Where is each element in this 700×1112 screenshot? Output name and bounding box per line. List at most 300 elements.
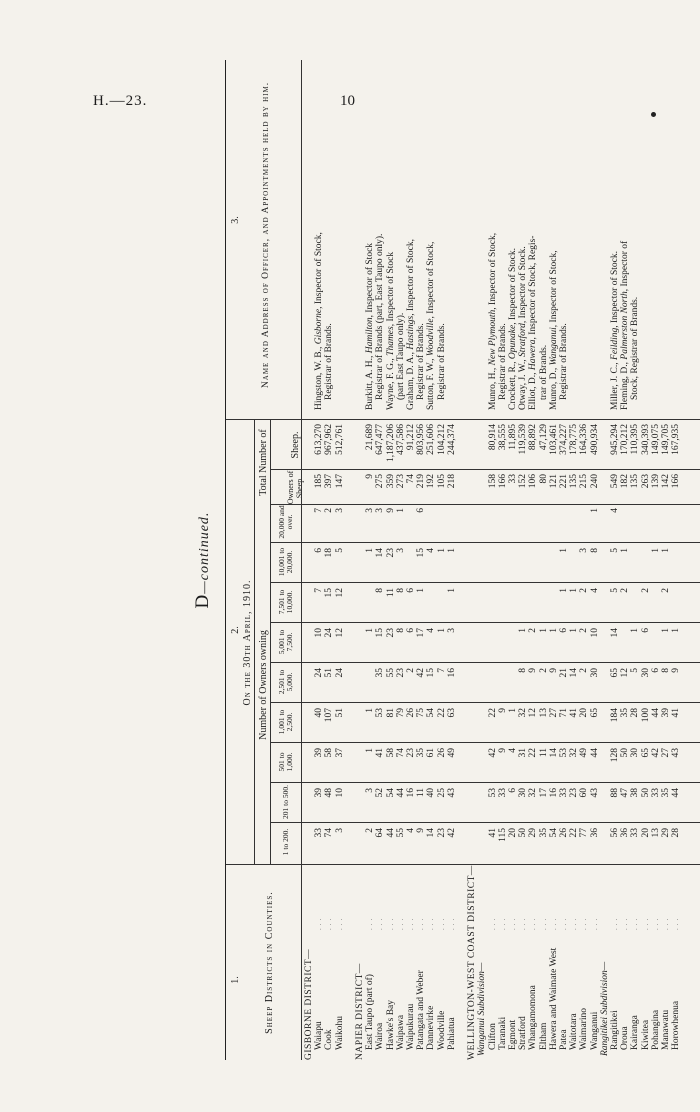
bucket-count: 23 [385, 548, 396, 558]
bucket-count: 8 [661, 668, 671, 673]
sheep-total: 244,374 [446, 424, 457, 455]
owners-total: 219 [416, 474, 427, 489]
bucket-count: 15 [375, 628, 386, 638]
bucket-count: 38 [630, 788, 641, 798]
owners-total: 33 [508, 474, 518, 484]
officer-place: Hastings [406, 315, 416, 350]
bucket-count: 6 [559, 628, 569, 633]
col3-number: 3. [230, 216, 241, 224]
sheep-total: 374,227 [559, 424, 569, 455]
bucket-count: 22 [569, 828, 580, 838]
bucket-count: 39 [661, 708, 671, 718]
county-name: Horowhenua [671, 1000, 682, 1050]
bucket-count: 29 [528, 828, 539, 838]
sheep-total: 945,294 [610, 424, 620, 455]
bucket-count: 44 [395, 788, 406, 798]
officer-line [406, 239, 416, 410]
officer-role: , Inspector of Stock [385, 251, 396, 327]
bucket-count: 4 [426, 548, 437, 553]
col2-title: On the 30th April, 1910. [242, 579, 253, 706]
leader-dots: ... [611, 915, 619, 930]
bucket-count: 7 [314, 588, 325, 593]
officer-role: , Inspector of Stock. [518, 246, 529, 324]
table-row [447, 60, 457, 1060]
sheep-total: 21,689 [365, 424, 376, 451]
bucket-count: 26 [559, 828, 569, 838]
bucket-count: 1 [365, 548, 376, 553]
leader-dots: ... [651, 915, 660, 930]
owners-total: 152 [518, 474, 529, 489]
county-name: Kairanga [630, 1015, 641, 1050]
bucket-count: 51 [334, 708, 345, 718]
bucket-count: 54 [385, 788, 396, 798]
officer-text: Registrar of Brands. [497, 323, 508, 400]
bucket-count: 3 [375, 508, 386, 513]
officer-line [426, 242, 436, 410]
bucket-count: 3 [365, 508, 376, 513]
sheep-header: Sheep. [290, 431, 301, 459]
sheep-total: 149,075 [650, 424, 661, 455]
bucket-count: 44 [671, 788, 682, 798]
table-row [610, 60, 620, 1060]
officer-role: , Inspector of Stock, [406, 239, 416, 316]
bucket-count: 14 [375, 548, 386, 558]
leader-dots: ... [376, 915, 385, 930]
bucket-count: 65 [610, 668, 620, 678]
bucket-count: 64 [375, 828, 386, 838]
table-row [528, 60, 538, 1060]
owners-total: 135 [569, 474, 580, 489]
officer-line [630, 297, 640, 400]
bucket-count: 3 [365, 788, 376, 793]
table-row [651, 60, 661, 1060]
county-name: Hawera and Waimate West [548, 947, 559, 1050]
bucket-count: 16 [446, 668, 457, 678]
bucket-count: 33 [497, 788, 508, 798]
bucket-count: 3 [334, 828, 345, 833]
bucket-count: 15 [416, 548, 427, 558]
county-name: Waikohu [334, 1015, 345, 1050]
bucket-count: 41 [375, 748, 386, 758]
bucket-count: 40 [314, 708, 325, 718]
bucket-count: 44 [589, 748, 600, 758]
table-row [324, 60, 334, 1060]
owners-total: 106 [528, 474, 539, 489]
bucket-count: 107 [324, 708, 335, 723]
county-name: Rangitikei [610, 1010, 620, 1050]
bucket-count: 60 [579, 788, 590, 798]
officer-role: , Inspector of Stock, [487, 232, 498, 310]
leader-dots: ... [631, 915, 640, 930]
page-number: 10 [340, 93, 355, 109]
district-name: WELLINGTON-WEST COAST DISTRICT— [467, 865, 478, 1060]
owners-total: 273 [395, 474, 406, 489]
county-name: Stratford [518, 1016, 529, 1050]
bucket-count: 8 [518, 668, 529, 673]
bucket-count: 11 [385, 588, 396, 598]
bucket-count: 3 [334, 508, 345, 513]
officer-text: Otway, J. W., [518, 357, 529, 410]
leader-dots: ... [498, 915, 507, 930]
bucket-count: 1 [650, 548, 661, 553]
bucket-count: 23 [385, 628, 396, 638]
bucket-count: 54 [548, 828, 559, 838]
table-row [559, 60, 569, 1060]
officer-place: Woodville [426, 318, 437, 357]
officer-role: , Inspector of Stock. [508, 247, 518, 325]
leader-dots: ... [386, 915, 395, 930]
bucket-count: 14 [569, 668, 580, 678]
owners-total: 74 [406, 474, 416, 484]
owners-total: 147 [334, 474, 345, 489]
officer-role: , Inspector of Stock, [314, 232, 325, 309]
bucket-count: 1 [671, 628, 682, 633]
bucket-count: 12 [334, 588, 345, 598]
officer-line [365, 243, 375, 410]
bucket-count: 16 [548, 788, 559, 798]
bucket-count: 31 [518, 748, 529, 758]
rule [254, 420, 255, 865]
leader-dots: ... [529, 915, 538, 930]
table-row [396, 60, 406, 1060]
district-name: NAPIER DISTRICT— [355, 963, 365, 1060]
table-row [620, 60, 630, 1060]
officer-text: Munro, D., [548, 365, 559, 410]
bucket-count: 4 [589, 588, 600, 593]
bucket-count: 1 [548, 628, 559, 633]
bucket-count: 1 [365, 708, 376, 713]
county-name: Pohangina [650, 1009, 661, 1050]
bucket-count: 2 [661, 588, 671, 593]
leader-dots: ... [549, 915, 558, 930]
bucket-count: 49 [579, 748, 590, 758]
bucket-count: 32 [528, 788, 539, 798]
rotated-table [185, 60, 700, 1060]
officer-text: trar of Brands. [538, 344, 549, 400]
bucket-count: 42 [446, 828, 457, 838]
bucket-count: 51 [324, 668, 335, 678]
leader-dots: ... [570, 915, 579, 930]
officer-text: Fleming, D., [620, 359, 631, 410]
sheep-total: 47,129 [538, 424, 549, 451]
bucket-count: 1 [661, 548, 671, 553]
officer-text: Wayne, F. G., [385, 355, 396, 410]
sheep-total: 164,336 [579, 424, 590, 455]
bucket-count: 25 [436, 788, 447, 798]
bucket-count: 42 [650, 748, 661, 758]
table-row [569, 60, 579, 1060]
bucket-count: 39 [314, 748, 325, 758]
sheep-total: 119,539 [518, 424, 529, 455]
sheep-total: 512,761 [334, 424, 345, 455]
officer-place: Thames [385, 326, 396, 356]
bucket-count: 71 [559, 708, 569, 718]
owners-total: 158 [487, 474, 498, 489]
county-name: Egmont [508, 1019, 518, 1050]
bucket-count: 3 [395, 548, 406, 553]
leader-dots: ... [315, 915, 324, 930]
officer-text: (part East Taupo only). [395, 312, 406, 400]
county-name: Whangamomona [528, 985, 539, 1050]
county-name: Dannevirke [426, 1005, 437, 1050]
bucket-count: 2 [579, 628, 590, 633]
officer-text: Miller, J. C., [610, 359, 620, 410]
county-name: Waitotara [569, 1013, 580, 1050]
col2-number: 2. [230, 626, 241, 634]
bucket-count: 12 [334, 628, 345, 638]
officer-role: , Inspector of [620, 240, 631, 292]
owners-total: 397 [324, 474, 335, 489]
owners-total: 139 [650, 474, 661, 489]
officer-line [324, 323, 334, 400]
bucket-count: 2 [620, 588, 631, 593]
bucket-count: 2 [579, 668, 590, 673]
officer-text: Graham, D. A., [406, 349, 416, 410]
bucket-header: 20,000 and over. [277, 505, 294, 539]
bucket-count: 16 [406, 788, 416, 798]
bucket-header: 201 to 500. [281, 785, 290, 819]
owners-total: 185 [314, 474, 325, 489]
officer-place: Feilding [610, 327, 620, 360]
bucket-count: 17 [416, 628, 427, 638]
officer-line [559, 323, 569, 400]
bucket-count: 8 [395, 588, 406, 593]
officer-line [498, 323, 508, 400]
bucket-count: 6 [416, 508, 427, 513]
officer-line [375, 234, 385, 400]
officer-role: , Inspector of Stock, Regis- [528, 235, 539, 340]
bucket-count: 36 [620, 828, 631, 838]
table-row [549, 60, 559, 1060]
bucket-count: 5 [610, 588, 620, 593]
bucket-count: 26 [436, 748, 447, 758]
officer-text: Registrar of Brands (part, East Taupo only). [375, 233, 386, 400]
bucket-header: 10,001 to 20,000. [277, 547, 294, 577]
owners-total: 182 [620, 474, 631, 489]
county-name: East Taupo (part of) [365, 974, 376, 1050]
officer-place: Palmerston North [620, 291, 631, 360]
officer-role: , Inspector of Stock, [426, 241, 437, 319]
bucket-count: 24 [334, 668, 345, 678]
district-name: Rangitikei Subdivision— [599, 961, 610, 1056]
bucket-count: 1 [569, 588, 580, 593]
table-row [386, 60, 396, 1060]
bucket-count: 29 [661, 828, 671, 838]
col3-title: Name and Address of Officer, and Appointments held by him. [261, 81, 271, 389]
leader-dots: ... [590, 915, 599, 930]
bucket-count: 11 [416, 788, 427, 798]
bucket-count: 128 [610, 748, 620, 763]
caption-rest: —continued. [197, 511, 212, 594]
col1-title: Sheep Districts in Counties. [264, 891, 275, 1034]
bucket-count: 1 [508, 708, 518, 713]
officer-line [539, 345, 549, 400]
bucket-count: 9 [497, 748, 508, 753]
bucket-count: 50 [518, 828, 529, 838]
bucket-count: 3 [579, 548, 590, 553]
sheep-total: 11,895 [508, 424, 518, 450]
bucket-count: 184 [610, 708, 620, 723]
leader-dots: ... [519, 915, 528, 930]
col1-number: 1. [230, 976, 241, 984]
officer-place: New Plymouth [487, 309, 498, 366]
bucket-count: 36 [589, 828, 600, 838]
table-row [488, 60, 498, 1060]
bucket-count: 5 [334, 548, 345, 553]
county-name: Wairoa [375, 1022, 386, 1050]
bucket-count: 74 [324, 828, 335, 838]
bucket-count: 41 [569, 708, 580, 718]
bucket-count: 50 [620, 748, 631, 758]
table-row [437, 60, 447, 1060]
bucket-count: 10 [334, 788, 345, 798]
bucket-count: 9 [548, 668, 559, 673]
bucket-count: 14 [610, 628, 620, 638]
bucket-count: 8 [375, 588, 386, 593]
officer-text: Registrar of Brands. [416, 323, 427, 400]
table-row [416, 60, 426, 1060]
bucket-count: 44 [650, 708, 661, 718]
officer-line [549, 250, 559, 410]
bucket-count: 8 [395, 628, 406, 633]
county-name: Clifton [487, 1023, 498, 1050]
bucket-count: 35 [620, 708, 631, 718]
bucket-count: 12 [620, 668, 631, 678]
sheep-total: 490,934 [589, 424, 600, 455]
page-code: H.—23. [93, 93, 148, 109]
bucket-count: 30 [518, 788, 529, 798]
bucket-count: 7 [436, 668, 447, 673]
bucket-count: 53 [487, 788, 498, 798]
bucket-count: 27 [548, 708, 559, 718]
bucket-count: 23 [436, 828, 447, 838]
officer-place: Gisborne [314, 308, 325, 345]
bucket-count: 79 [395, 708, 406, 718]
officer-text: Stock, Registrar of Brands. [630, 296, 641, 400]
bucket-count: 10 [314, 628, 325, 638]
table-row [590, 60, 600, 1060]
officer-text: Hingston, W. B., [314, 344, 325, 410]
sheep-total: 251,606 [426, 424, 437, 455]
bucket-count: 75 [416, 708, 427, 718]
leader-dots: ... [580, 915, 589, 930]
bucket-count: 21 [559, 668, 569, 678]
bucket-count: 18 [324, 548, 335, 558]
bucket-count: 22 [528, 748, 539, 758]
bucket-count: 56 [610, 828, 620, 838]
sheep-total: 803,956 [416, 424, 427, 455]
bucket-count: 1 [365, 748, 376, 753]
district-name: Wanganui Subdivision— [477, 962, 488, 1056]
leader-dots: ... [488, 915, 497, 930]
bucket-count: 23 [406, 748, 416, 758]
officer-place: Hamilton [365, 317, 376, 354]
bucket-header: 501 to 1,000. [277, 752, 294, 772]
owners-total: 135 [630, 474, 641, 489]
bucket-count: 33 [630, 828, 641, 838]
bucket-count: 2 [324, 508, 335, 513]
bucket-count: 1 [620, 548, 631, 553]
bucket-count: 33 [559, 788, 569, 798]
bucket-count: 77 [579, 828, 590, 838]
bucket-count: 54 [426, 708, 437, 718]
bucket-count: 8 [589, 548, 600, 553]
bucket-count: 5 [610, 548, 620, 553]
bucket-count: 1 [365, 628, 376, 633]
bucket-count: 1 [436, 548, 447, 553]
leader-dots: ... [407, 915, 415, 930]
table-row [671, 60, 681, 1060]
bucket-count: 13 [650, 828, 661, 838]
sheep-total: 88,892 [528, 424, 539, 451]
rule [270, 420, 271, 865]
sheep-total: 170,212 [620, 424, 631, 455]
leader-dots: ... [427, 915, 436, 930]
bucket-count: 2 [640, 588, 651, 593]
bucket-count: 6 [640, 628, 651, 633]
bucket-count: 44 [385, 828, 396, 838]
officer-line [396, 313, 406, 400]
bucket-count: 5 [630, 668, 641, 673]
sheep-total: 178,775 [569, 424, 580, 455]
officer-line [528, 236, 538, 410]
owners-total: 9 [365, 474, 376, 479]
bucket-count: 65 [589, 708, 600, 718]
bucket-count: 35 [375, 668, 386, 678]
section-heading [467, 60, 477, 1060]
sheep-total: 38,555 [497, 424, 508, 451]
bucket-count: 1 [416, 588, 427, 593]
leader-dots: ... [437, 915, 446, 930]
bucket-count: 50 [640, 788, 651, 798]
bucket-count: 53 [375, 708, 386, 718]
sheep-total: 103,461 [548, 424, 559, 455]
owners-total: 218 [446, 474, 457, 489]
county-name: Wanganui [589, 1011, 600, 1050]
table-row [661, 60, 671, 1060]
sheep-total: 91,212 [406, 424, 416, 451]
bucket-count: 41 [487, 828, 498, 838]
bucket-count: 42 [416, 668, 427, 678]
table-row [365, 60, 375, 1060]
bucket-count: 1 [559, 548, 569, 553]
owners-total: 359 [385, 474, 396, 489]
bucket-count: 1 [518, 628, 529, 633]
county-name: Patangata and Weber [416, 970, 427, 1050]
bucket-count: 1 [661, 628, 671, 633]
owners-group-title: Number of Owners owning [258, 630, 269, 740]
bucket-header: 1,001 to 2,500. [277, 709, 294, 735]
owners-total: 166 [497, 474, 508, 489]
bucket-count: 35 [661, 788, 671, 798]
bucket-count: 40 [426, 788, 437, 798]
officer-text: Elliot, D., [528, 370, 539, 410]
sheep-total: 437,586 [395, 424, 406, 455]
county-name: Kiwitea [640, 1019, 651, 1050]
table-row [579, 60, 589, 1060]
table-row [426, 60, 436, 1060]
caption-letter: D [192, 593, 213, 609]
bucket-count: 23 [569, 788, 580, 798]
bucket-count: 13 [538, 708, 549, 718]
bucket-count: 24 [314, 668, 325, 678]
leader-dots: ... [560, 915, 568, 930]
section-heading [477, 60, 487, 1060]
section-heading [355, 60, 365, 1060]
bucket-count: 9 [671, 668, 682, 673]
table-row [518, 60, 528, 1060]
bucket-count: 4 [508, 748, 518, 753]
